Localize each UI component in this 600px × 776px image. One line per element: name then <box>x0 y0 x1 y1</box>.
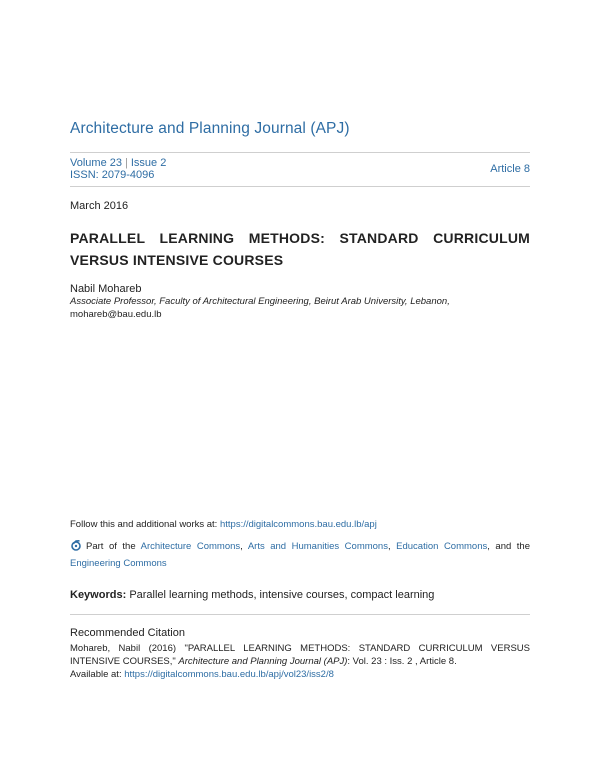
volume-link[interactable]: Volume 23 <box>70 157 122 169</box>
available-prefix: Available at: <box>70 669 125 680</box>
follow-url-link[interactable]: https://digitalcommons.bau.edu.lb/apj <box>219 519 377 530</box>
author-email: mohareb@bau.edu.lb <box>70 309 162 320</box>
citation-rule <box>70 614 530 615</box>
author-name: Nabil Mohareb <box>70 283 142 295</box>
author-affiliation: Associate Professor, Faculty of Architectural Engineering, Beirut Arab University, Lebanon, <box>70 296 450 307</box>
publication-date: March 2016 <box>70 200 129 212</box>
volume-issue-block <box>70 157 166 181</box>
comma: , <box>387 541 397 552</box>
keywords-label: Keywords: <box>70 589 127 601</box>
citation-text-before: Mohareb, Nabil (2016) "PARALLEL LEARNING METHODS: STANDARD CURRICULUM VERSUS INTENSIVE COURSES," <box>70 643 530 667</box>
citation-text-after: : Vol. 23 : Iss. 2 , Article 8. <box>347 656 457 667</box>
part-of-commons <box>70 538 530 572</box>
commons-link-arts-humanities[interactable]: Arts and Humanities Commons <box>247 541 388 552</box>
open-access-icon <box>70 539 82 551</box>
recommended-citation-heading: Recommended Citation <box>70 627 185 639</box>
and-the-text: , and the <box>487 541 530 552</box>
header-bottom-rule <box>70 186 530 187</box>
separator: | <box>124 157 128 169</box>
article-title: PARALLEL LEARNING METHODS: STANDARD CURRICULUM VERSUS INTENSIVE COURSES <box>70 230 530 268</box>
commons-link-education[interactable]: Education Commons <box>396 541 488 552</box>
part-of-prefix: Part of the <box>86 541 141 552</box>
available-url-link[interactable]: https://digitalcommons.bau.edu.lb/apj/vol23/iss2/8 <box>124 669 334 680</box>
journal-title-link[interactable]: Architecture and Planning Journal (APJ) <box>70 120 350 137</box>
issn: ISSN: 2079-4096 <box>70 169 155 181</box>
follow-prefix: Follow this and additional works at: <box>70 519 220 530</box>
header-top-rule <box>70 152 530 153</box>
comma: , <box>240 541 248 552</box>
citation-journal: Architecture and Planning Journal (APJ) <box>178 656 348 667</box>
follow-line <box>70 519 377 530</box>
issue-link[interactable]: Issue 2 <box>130 157 167 169</box>
keywords-value: Parallel learning methods, intensive courses, compact learning <box>129 589 435 601</box>
citation-text <box>70 642 530 681</box>
article-number-link[interactable]: Article 8 <box>490 163 530 175</box>
keywords-line <box>70 589 434 601</box>
commons-link-engineering[interactable]: Engineering Commons <box>70 558 167 569</box>
commons-link-architecture[interactable]: Architecture Commons <box>140 541 241 552</box>
